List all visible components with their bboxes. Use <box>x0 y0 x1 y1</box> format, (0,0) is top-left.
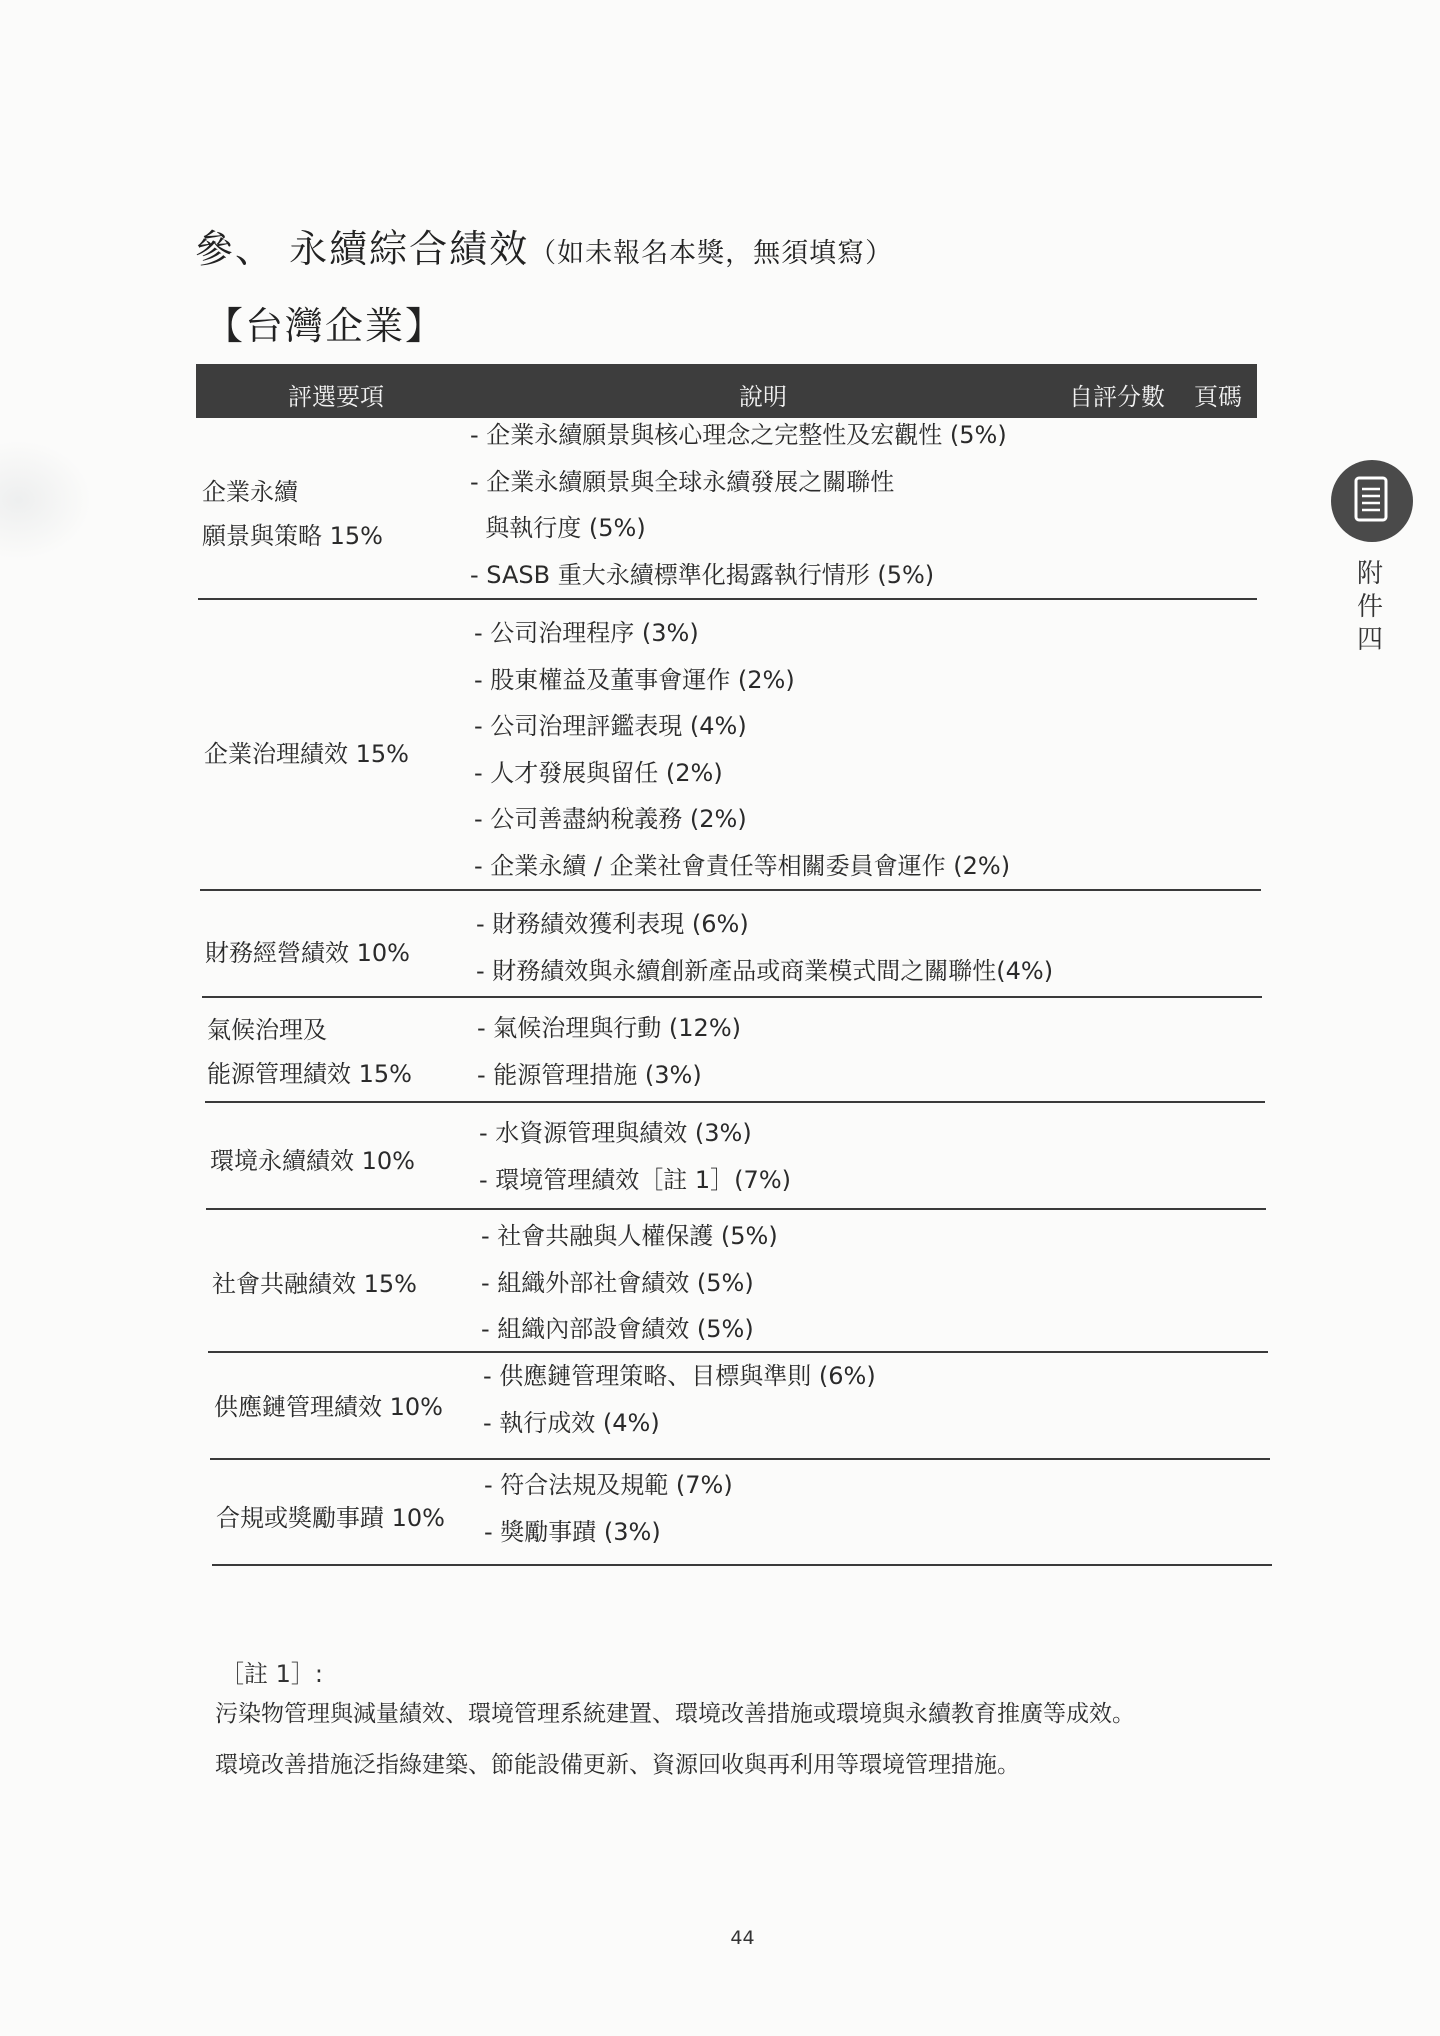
row-items <box>474 610 1010 889</box>
list-item: - 水資源管理與績效 (3%) <box>479 1119 752 1147</box>
list-item: - 能源管理措施 (3%) <box>477 1060 702 1089</box>
row-category: 社會共融績效 15% <box>212 1270 417 1298</box>
list-item: - 環境管理績效［註 1］(7%) <box>479 1165 791 1194</box>
section-title: 參、 永續綜合績效 <box>195 227 530 271</box>
section-title-note: （如未報名本獎，無須填寫） <box>529 238 894 269</box>
list-item: - 公司治理程序 (3%) <box>474 619 699 647</box>
table-row <box>198 1460 1262 1566</box>
table-header <box>196 364 1257 418</box>
row-items <box>483 1353 876 1446</box>
table-row <box>198 1353 1262 1459</box>
row-items <box>476 901 1053 994</box>
list-item: - 執行成效 (4%) <box>483 1408 660 1437</box>
list-item: - 氣候治理與行動 (12%) <box>477 1014 741 1042</box>
header-self-score: 自評分數 <box>1069 383 1165 411</box>
document-icon <box>1352 475 1392 525</box>
scan-smudge <box>0 440 92 560</box>
row-divider <box>212 1564 1272 1566</box>
header-item: 評選要項 <box>288 383 384 411</box>
table-row <box>198 1210 1262 1352</box>
row-category: 企業治理績效 15% <box>204 740 409 768</box>
row-category: 環境永續績效 10% <box>210 1147 415 1175</box>
side-tab <box>1331 460 1413 542</box>
list-item: 與執行度 (5%) <box>470 514 646 542</box>
section-heading <box>195 218 893 273</box>
list-item: - 企業永續 / 企業社會責任等相關委員會運作 (2%) <box>474 851 1011 880</box>
row-category: 合規或獎勵事蹟 10% <box>216 1504 445 1532</box>
row-items <box>479 1110 791 1203</box>
table-row <box>198 998 1262 1102</box>
row-category: 企業永續 願景與策略 15% <box>202 478 383 550</box>
list-item: - 人才發展與留任 (2%) <box>474 758 723 787</box>
page-number: 44 <box>730 1927 755 1949</box>
list-item: - 企業永續願景與全球永續發展之關聯性 <box>470 467 895 496</box>
note-title: ［註 1］: <box>220 1660 323 1688</box>
row-category: 氣候治理及 能源管理績效 15% <box>207 1016 412 1088</box>
list-item: - 社會共融與人權保護 (5%) <box>481 1222 778 1250</box>
row-category: 供應鏈管理績效 10% <box>214 1393 443 1421</box>
note-line: 污染物管理與減量績效、環境管理系統建置、環境改善措施或環境與永續教育推廣等成效。 <box>215 1701 1135 1727</box>
header-page: 頁碼 <box>1194 383 1242 411</box>
row-items <box>484 1462 733 1555</box>
list-item: - 財務績效獲利表現 (6%) <box>476 910 749 938</box>
list-item: - SASB 重大永續標準化揭露執行情形 (5%) <box>470 560 935 589</box>
list-item: - 組織內部設會績效 (5%) <box>481 1315 754 1343</box>
header-description: 說明 <box>739 383 787 411</box>
list-item: - 股東權益及董事會運作 (2%) <box>474 665 795 694</box>
row-items <box>470 412 1007 598</box>
row-category: 財務經營績效 10% <box>205 939 410 967</box>
table-row <box>198 418 1262 599</box>
list-item: - 公司善盡納稅義務 (2%) <box>474 805 747 833</box>
row-items <box>477 1005 741 1098</box>
table-row <box>198 600 1262 890</box>
list-item: - 財務績效與永續創新產品或商業模式間之關聯性(4%) <box>476 956 1054 985</box>
appendix-label: 附 件 四 <box>1356 559 1383 655</box>
list-item: - 企業永續願景與核心理念之完整性及宏觀性 (5%) <box>470 421 1007 449</box>
list-item: - 供應鏈管理策略、目標與準則 (6%) <box>483 1362 876 1390</box>
table-row <box>198 891 1262 997</box>
row-items <box>481 1213 778 1353</box>
table-row <box>198 1103 1262 1209</box>
table-subtitle: 【台灣企業】 <box>205 304 446 348</box>
note-line: 環境改善措施泛指綠建築、節能設備更新、資源回收與再利用等環境管理措施。 <box>215 1752 1020 1778</box>
list-item: - 符合法規及規範 (7%) <box>484 1471 733 1499</box>
list-item: - 公司治理評鑑表現 (4%) <box>474 712 747 740</box>
list-item: - 組織外部社會績效 (5%) <box>481 1268 754 1297</box>
list-item: - 獎勵事蹟 (3%) <box>484 1517 661 1546</box>
